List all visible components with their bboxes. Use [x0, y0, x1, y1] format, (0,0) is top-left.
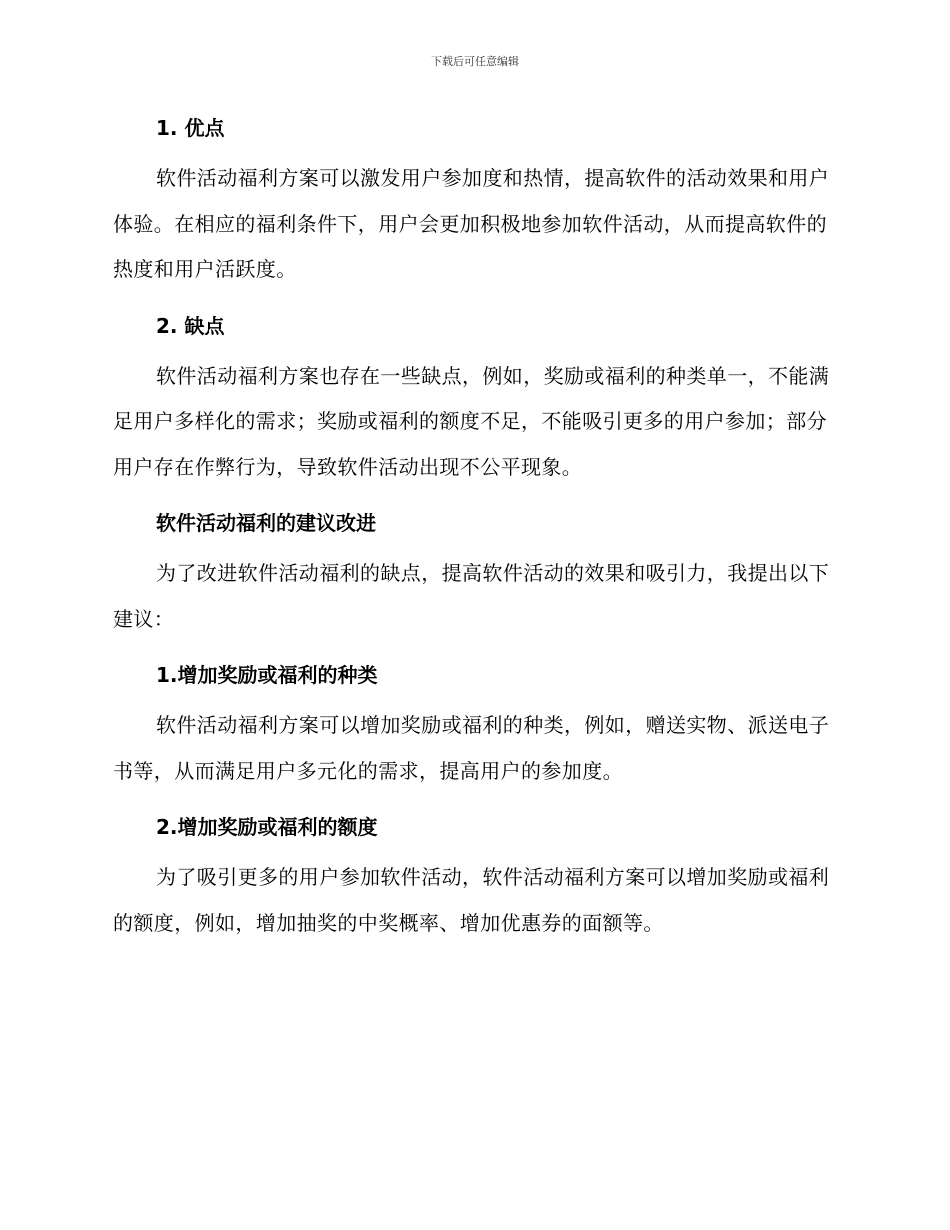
section-heading-improvements: 软件活动福利的建议改进: [156, 511, 376, 535]
section-heading-disadvantages: 2. 缺点: [156, 313, 225, 338]
document-body: [113, 112, 831, 946]
section-paragraph-disadvantages: 软件活动福利方案也存在一些缺点，例如，奖励或福利的种类单一，不能满足用户多样化的需求；奖励或福利的额度不足，不能吸引更多的用户参加；部分用户存在作弊行为，导致软件活动出现不公平现象。: [113, 363, 830, 479]
section-heading-increase-amount: 2.增加奖励或福利的额度: [156, 815, 378, 839]
section-paragraph-increase-amount: 为了吸引更多的用户参加软件活动，软件活动福利方案可以增加奖励或福利的额度，例如，增加抽奖的中奖概率、增加优惠券的面额等。: [113, 865, 830, 935]
section-paragraph-improvements: 为了改进软件活动福利的缺点，提高软件活动的效果和吸引力，我提出以下建议：: [113, 561, 830, 631]
section-heading-increase-types: 1.增加奖励或福利的种类: [156, 663, 378, 687]
section-heading-advantages: 1. 优点: [156, 116, 225, 140]
section-paragraph-advantages: 软件活动福利方案可以激发用户参加度和热情，提高软件的活动效果和用户体验。在相应的福利条件下，用户会更加积极地参加软件活动，从而提高软件的热度和用户活跃度。: [113, 166, 830, 281]
page-header: 下载后可任意编辑: [431, 55, 519, 68]
section-paragraph-increase-types: 软件活动福利方案可以增加奖励或福利的种类，例如，赠送实物、派送电子书等，从而满足用户多元化的需求，提高用户的参加度。: [113, 713, 830, 783]
